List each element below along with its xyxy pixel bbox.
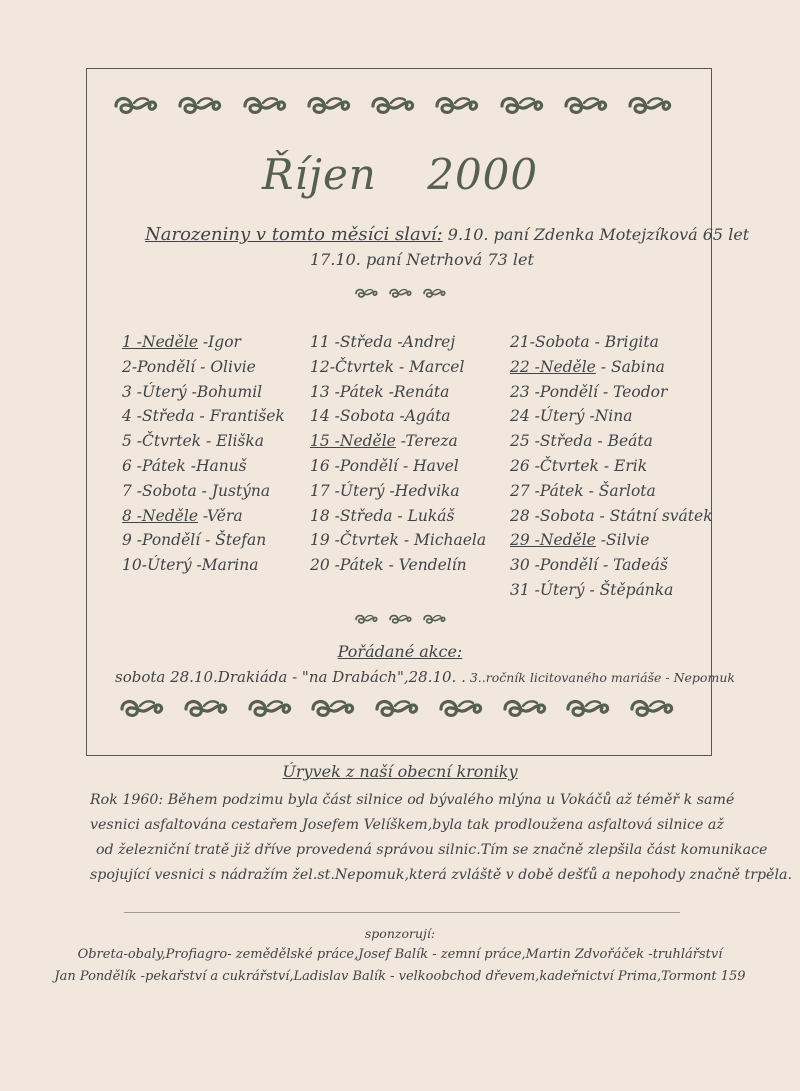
calendar-day: 30 -Pondělí - Tadeáš (510, 556, 668, 575)
calendar-day: 5 -Čtvrtek - Eliška (122, 432, 264, 451)
swirl-ornament-icon (626, 94, 672, 116)
calendar-day: 18 -Středa - Lukáš (310, 506, 455, 525)
calendar-day: 19 -Čtvrtek - Michaela (310, 531, 487, 550)
swirl-ornament-icon (437, 697, 483, 719)
birthdays-line-2 (310, 250, 534, 269)
ornament-row-small-2 (354, 612, 446, 626)
calendar-column-3 (510, 330, 713, 603)
sponsors-line: Jan Pondělík -pekařství a cukrářství,Ladislav Balík - velkoobchod dřevem,kadeřnictví Prima,Tormont 159 (54, 969, 746, 984)
calendar-day: 8 -Neděle -Věra (122, 506, 243, 525)
calendar-day: 10-Úterý -Marina (122, 556, 259, 575)
calendar-day: 12-Čtvrtek - Marcel (310, 357, 465, 376)
calendar-day: 28 -Sobota - Státní svátek (510, 506, 713, 525)
calendar-day: 2-Pondělí - Olivie (122, 357, 256, 376)
swirl-ornament-icon (498, 94, 544, 116)
swirl-ornament-icon (373, 697, 419, 719)
swirl-ornament-icon (564, 697, 610, 719)
chronicle-text (84, 788, 792, 888)
swirl-ornament-icon (241, 94, 287, 116)
chronicle-line: spojující vesnici s nádražím žel.st.Nepomuk,která zvláště v době dešťů a nepohody značně trpěla. (90, 867, 792, 883)
ornament-row-top (112, 94, 672, 116)
swirl-ornament-icon (176, 94, 222, 116)
swirl-ornament-icon (354, 286, 378, 300)
swirl-ornament-icon (628, 697, 674, 719)
calendar-day: 16 -Pondělí - Havel (310, 456, 459, 475)
birthdays-line-1 (145, 224, 749, 245)
birthdays-heading: Narozeniny v tomto měsíci slaví: (145, 224, 443, 245)
calendar-day: 26 -Čtvrtek - Erik (510, 456, 648, 475)
swirl-ornament-icon (246, 697, 292, 719)
swirl-ornament-icon (112, 94, 158, 116)
swirl-ornament-icon (422, 286, 446, 300)
swirl-ornament-icon (562, 94, 608, 116)
birthday-1: 9.10. paní Zdenka Motejzíková 65 let (447, 225, 750, 244)
calendar-day: 11 -Středa -Andrej (310, 333, 456, 351)
chronicle-line: vesnici asfaltována cestařem Josefem Velíškem,byla tak prodloužena asfaltová silnice až (90, 817, 724, 833)
swirl-ornament-icon (369, 94, 415, 116)
title-year: 2000 (427, 150, 539, 199)
calendar-day: 14 -Sobota -Agáta (310, 407, 451, 426)
birthday-2: 17.10. paní Netrhová 73 let (310, 250, 534, 269)
swirl-ornament-icon (422, 612, 446, 626)
calendar-day: 7 -Sobota - Justýna (122, 481, 271, 500)
ornament-row-bottom (118, 697, 674, 719)
calendar-day: 13 -Pátek -Renáta (310, 382, 450, 401)
calendar-day: 17 -Úterý -Hedvika (310, 481, 460, 500)
chronicle-heading: Úryvek z naší obecní kroniky (282, 762, 518, 781)
swirl-ornament-icon (354, 612, 378, 626)
swirl-ornament-icon (182, 697, 228, 719)
calendar-day: 27 -Pátek - Šarlota (510, 481, 656, 500)
sponsors-line: Obreta-obaly,Profiagro- zemědělské práce,Josef Balík - zemní práce,Martin Zdvořáček -truhlářství (77, 947, 723, 962)
calendar-column-2 (310, 330, 486, 578)
swirl-ornament-icon (309, 697, 355, 719)
chronicle-line: Rok 1960: Během podzimu byla část silnice od bývalého mlýna u Vokáčů až téměř k samé (90, 792, 735, 808)
calendar-day: 31 -Úterý - Štěpánka (510, 580, 674, 599)
ornament-row-small-1 (354, 286, 446, 300)
title-month: Říjen (261, 150, 377, 199)
calendar-day: 4 -Středa - František (122, 407, 285, 426)
swirl-ornament-icon (118, 697, 164, 719)
sponsors-heading: sponzorují: (364, 926, 436, 941)
divider (124, 912, 680, 913)
calendar-day: 15 -Neděle -Tereza (310, 432, 458, 451)
calendar-day: 1 -Neděle -Igor (122, 333, 241, 351)
calendar-day: 25 -Středa - Beáta (510, 432, 653, 451)
calendar-column-1 (122, 330, 285, 578)
events-small: 3..ročník licitovaného mariáše - Nepomuk (465, 670, 735, 685)
calendar-day: 20 -Pátek - Vendelín (310, 556, 467, 575)
sponsors-list (0, 944, 800, 988)
calendar-day: 22 -Neděle - Sabina (510, 357, 665, 376)
swirl-ornament-icon (305, 94, 351, 116)
calendar-day: 21-Sobota - Brigita (510, 333, 659, 351)
calendar-day: 9 -Pondělí - Štefan (122, 531, 267, 550)
page-title (0, 150, 800, 199)
swirl-ornament-icon (388, 286, 412, 300)
calendar-day: 6 -Pátek -Hanuš (122, 456, 247, 475)
calendar-day: 29 -Neděle -Silvie (510, 531, 650, 550)
events-heading: Pořádané akce: (337, 642, 463, 661)
calendar-day: 24 -Úterý -Nina (510, 407, 633, 426)
swirl-ornament-icon (501, 697, 547, 719)
swirl-ornament-icon (388, 612, 412, 626)
events-main: sobota 28.10.Drakiáda - "na Drabách",28.10. . (115, 668, 466, 686)
swirl-ornament-icon (433, 94, 479, 116)
events-line (115, 668, 735, 686)
chronicle-line: od železniční tratě již dříve provedená správou silnic.Tím se značně zlepšila část komunikace (96, 842, 768, 858)
calendar-day: 3 -Úterý -Bohumil (122, 382, 263, 401)
calendar-day: 23 -Pondělí - Teodor (510, 382, 668, 401)
